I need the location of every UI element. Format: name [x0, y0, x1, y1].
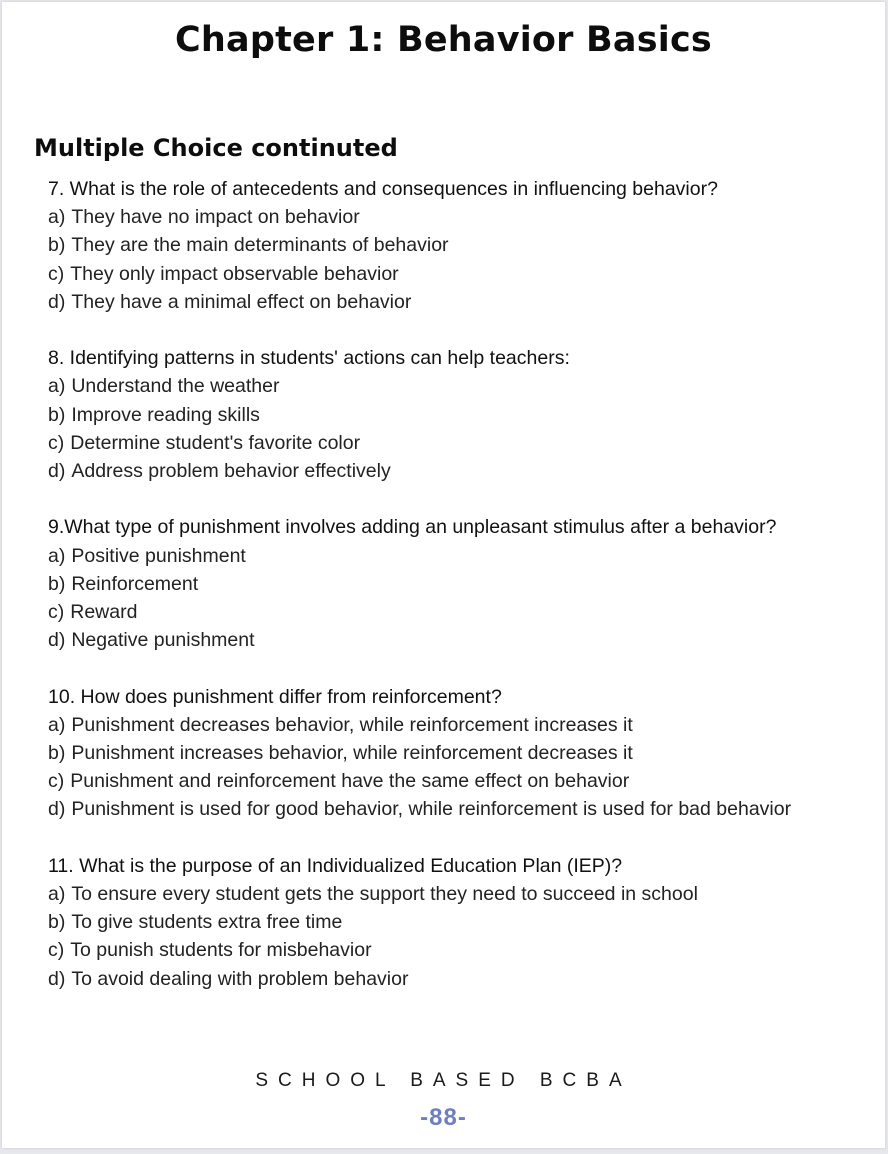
option-text: They only impact observable behavior	[70, 262, 399, 285]
option-letter: b)	[48, 572, 66, 595]
option-c	[48, 429, 838, 457]
option-letter: c)	[48, 601, 65, 624]
option-letter: c)	[48, 431, 65, 454]
option-c	[48, 767, 838, 795]
option-text: Positive punishment	[71, 544, 246, 567]
option-list	[48, 372, 838, 485]
footer-brand: SCHOOL BASED BCBA	[255, 1070, 632, 1091]
question-10	[48, 683, 838, 824]
question-7	[48, 175, 838, 316]
option-a	[48, 372, 838, 400]
option-letter: a)	[48, 883, 66, 906]
option-list	[48, 203, 838, 316]
option-a	[48, 203, 838, 231]
question-11	[48, 852, 838, 993]
option-list	[48, 711, 838, 824]
option-letter: d)	[48, 460, 66, 483]
option-text: They have a minimal effect on behavior	[71, 290, 412, 313]
option-list	[48, 542, 838, 655]
option-a	[48, 880, 838, 908]
option-text: To punish students for misbehavior	[70, 939, 372, 962]
option-text: To avoid dealing with problem behavior	[71, 967, 409, 990]
option-b	[48, 570, 838, 598]
question-stem: 9.What type of punishment involves adding an unpleasant stimulus after a behavior?	[48, 516, 777, 539]
question-list	[48, 175, 838, 1021]
option-d	[48, 795, 838, 823]
option-letter: a)	[48, 375, 66, 398]
question-9	[48, 513, 838, 654]
option-text: To give students extra free time	[71, 911, 343, 934]
option-letter: c)	[48, 262, 65, 285]
option-letter: a)	[48, 713, 66, 736]
option-letter: b)	[48, 911, 66, 934]
question-stem: 8. Identifying patterns in students' actions can help teachers:	[48, 347, 570, 370]
option-letter: c)	[48, 939, 65, 962]
option-d	[48, 626, 838, 654]
option-text: They are the main determinants of behavior	[71, 234, 449, 257]
option-letter: a)	[48, 206, 66, 229]
section-title: Multiple Choice continuted	[34, 134, 398, 162]
option-b	[48, 908, 838, 936]
option-text: Punishment increases behavior, while reinforcement decreases it	[71, 742, 633, 765]
question-stem: 11. What is the purpose of an Individualized Education Plan (IEP)?	[48, 854, 623, 877]
option-b	[48, 739, 838, 767]
option-text: Address problem behavior effectively	[71, 460, 391, 483]
option-text: To ensure every student gets the support they need to succeed in school	[71, 883, 698, 906]
option-d	[48, 965, 838, 993]
option-text: They have no impact on behavior	[71, 206, 360, 229]
chapter-title: Chapter 1: Behavior Basics	[175, 20, 712, 60]
option-a	[48, 542, 838, 570]
option-b	[48, 401, 838, 429]
option-d	[48, 288, 838, 316]
option-text: Reinforcement	[71, 572, 199, 595]
option-letter: b)	[48, 234, 66, 257]
question-8	[48, 344, 838, 485]
option-text: Punishment decreases behavior, while reinforcement increases it	[71, 713, 633, 736]
option-letter: c)	[48, 770, 65, 793]
option-letter: b)	[48, 742, 66, 765]
document-page	[2, 2, 885, 1148]
option-text: Determine student's favorite color	[70, 431, 361, 454]
option-list	[48, 880, 838, 993]
option-letter: d)	[48, 629, 66, 652]
question-stem: 7. What is the role of antecedents and consequences in influencing behavior?	[48, 178, 718, 200]
option-c	[48, 936, 838, 964]
option-letter: a)	[48, 544, 66, 567]
question-stem: 10. How does punishment differ from reinforcement?	[48, 685, 502, 708]
option-c	[48, 598, 838, 626]
option-letter: d)	[48, 290, 66, 313]
option-c	[48, 260, 838, 288]
option-letter: d)	[48, 798, 66, 821]
option-letter: b)	[48, 403, 66, 426]
option-text: Negative punishment	[71, 629, 255, 652]
option-d	[48, 457, 838, 485]
option-a	[48, 711, 838, 739]
option-text: Reward	[70, 601, 138, 624]
option-text: Punishment and reinforcement have the same effect on behavior	[70, 770, 630, 793]
option-text: Improve reading skills	[71, 403, 260, 426]
option-letter: d)	[48, 967, 66, 990]
option-b	[48, 231, 838, 259]
option-text: Understand the weather	[71, 375, 280, 398]
page-number: -88-	[420, 1104, 467, 1131]
option-text: Punishment is used for good behavior, while reinforcement is used for bad behavior	[71, 798, 792, 821]
